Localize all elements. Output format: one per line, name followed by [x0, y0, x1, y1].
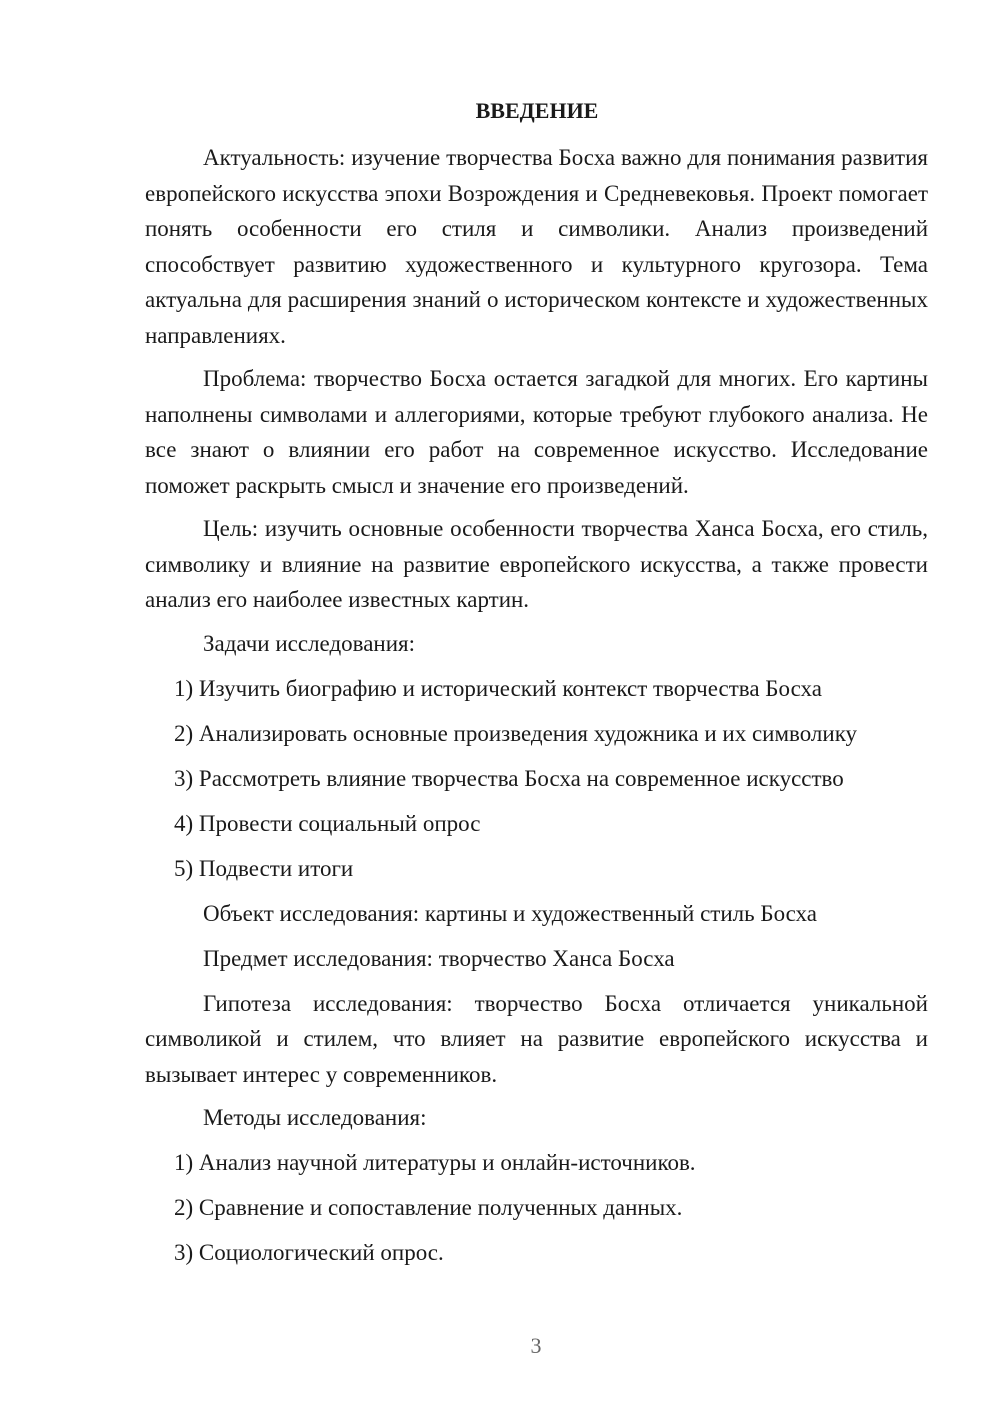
task-item: 1) Изучить биографию и исторический контекст творчества Босха — [174, 675, 822, 701]
hypothesis-paragraph: Гипотеза исследования: творчество Босха отличается уникальной символикой и стилем, что влияет на развитие европейского искусства и вызывает интерес у современников. — [145, 990, 928, 1087]
task-item: 4) Провести социальный опрос — [174, 810, 481, 836]
page-title: ВВЕДЕНИЕ — [475, 98, 599, 123]
document-body — [145, 93, 928, 1280]
relevance-paragraph: Актуальность: изучение творчества Босха важно для понимания развития европейского искусства эпохи Возрождения и Средневековья. Проект помогает понять особенности его стиля и символики. Анализ произведений способствует развитию художественного и культурного кругозора. Тема актуальна для расширения знаний о историческом контексте и художественных направлениях. — [145, 145, 928, 348]
method-item: 3) Социологический опрос. — [174, 1240, 444, 1265]
problem-paragraph: Проблема: творчество Босха остается загадкой для многих. Его картины наполнены символами и аллегориями, которые требуют глубокого анализа. Не все знают о влиянии его работ на современное искусство. Исследование поможет раскрыть смысл и значение его произведений. — [145, 366, 928, 498]
tasks-heading: Задачи исследования: — [203, 630, 416, 656]
page-number: 3 — [530, 1333, 542, 1358]
task-item: 3) Рассмотреть влияние творчества Босха на современное искусство — [174, 765, 844, 791]
subject-line: Предмет исследования: творчество Ханса Босха — [203, 945, 675, 971]
task-item: 5) Подвести итоги — [174, 855, 354, 881]
object-line: Объект исследования: картины и художественный стиль Босха — [203, 900, 817, 926]
methods-heading: Методы исследования: — [203, 1105, 427, 1130]
goal-paragraph: Цель: изучить основные особенности творчества Ханса Босха, его стиль, символику и влияние на развитие европейского искусства, а также провести анализ его наиболее известных картин. — [145, 516, 928, 612]
method-item: 1) Анализ научной литературы и онлайн-источников. — [174, 1150, 696, 1175]
method-item: 2) Сравнение и сопоставление полученных данных. — [174, 1195, 683, 1220]
task-item: 2) Анализировать основные произведения художника и их символику — [174, 720, 858, 746]
